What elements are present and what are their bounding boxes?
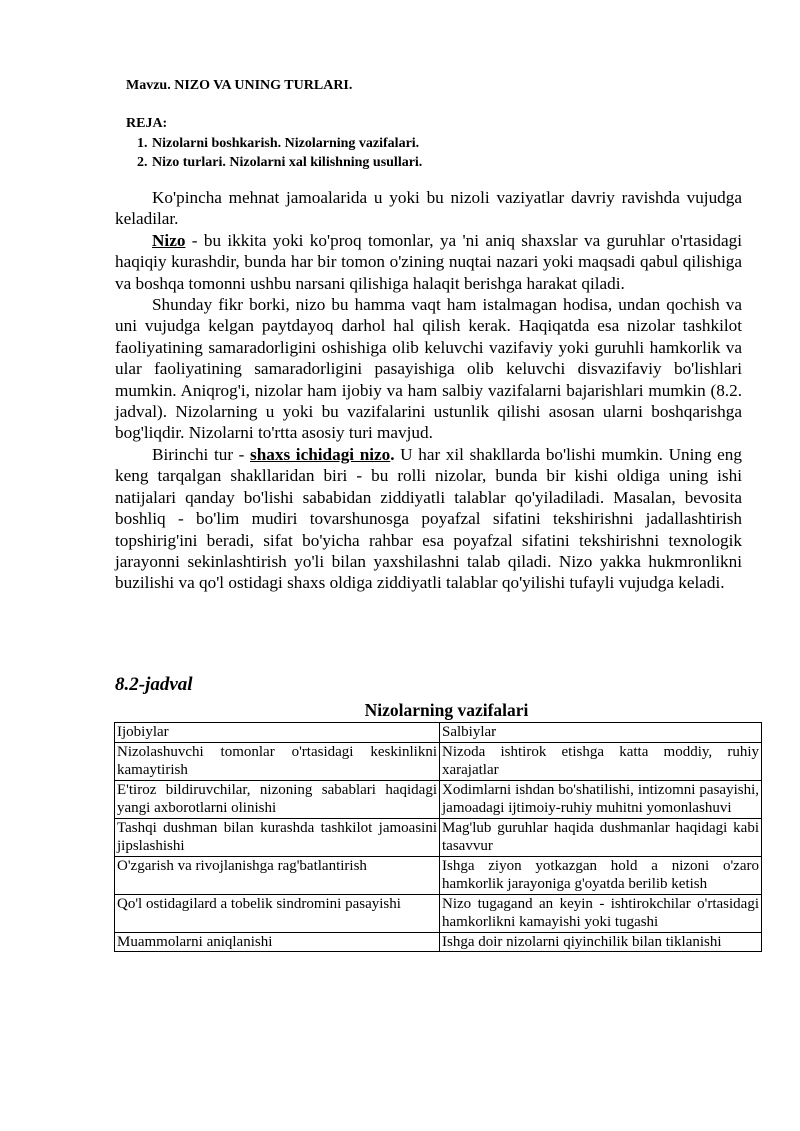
- table-row: [115, 932, 762, 952]
- plan-item-text: Nizo turlari. Nizolarni xal kilishning usullari.: [152, 155, 423, 170]
- table-cell: Ishga doir nizolarni qiyinchilik bilan tiklanishi: [440, 932, 762, 952]
- table-row: [115, 818, 762, 856]
- term-nizo: Nizo: [152, 230, 186, 250]
- plan-list: [137, 134, 422, 172]
- plan-item: [137, 153, 422, 172]
- table-cell: Nizoda ishtirok etishga katta moddiy, ruhiy xarajatlar: [440, 742, 762, 780]
- table-cell: Nizolashuvchi tomonlar o'rtasidagi keskinlikni kamaytirish: [115, 742, 440, 780]
- body-text: [115, 187, 742, 594]
- paragraph-text: - bu ikkita yoki ko'proq tomonlar, ya 'ni aniq shaxslar va guruhlar o'rtasidagi haqiqiy kurashdir, bunda har bir tomon o'zining nuqtai nazari yoki maqsadi qabul qilishiga va boshqa tomonni ushbu narsani qilishiga halaqit berishga harakat qiladi.: [115, 230, 742, 293]
- plan-item-text: Nizolarni boshkarish. Nizolarning vazifalari.: [152, 136, 420, 151]
- plan-heading: REJA:: [126, 116, 168, 131]
- table-row: [115, 780, 762, 818]
- plan-item-number: 1.: [137, 136, 148, 151]
- header-cell-negative: Salbiylar: [440, 723, 762, 743]
- paragraph: [115, 444, 742, 594]
- table-caption: 8.2-jadval: [115, 674, 193, 695]
- topic-heading: Mavzu. NIZO VA UNING TURLARI.: [126, 78, 353, 93]
- paragraph: Shunday fikr borki, nizo bu hamma vaqt ham istalmagan hodisa, undan qochish va uni vujudga kelgan paytdayoq darhol hal qilish kerak. Haqiqatda esa nizolar tashkilot faoliyatining samaradorligini oshishiga olib keluvchi vazifaviy yoki guruhli hamkorlik va ular faoliyatining samaradorligini pasayishiga olib keluvchi disvazifaviy bo'lishlari mumkin. Aniqrog'i, nizolar ham ijobiy va ham salbiy vazifalarni bajarishlari mumkin (8.2. jadval). Nizolarning u yoki bu vazifalarini ustunlik qilishi asosan ularni boshqarishga bog'liqdir. Nizolarni to'rtta asosiy turi mavjud.: [115, 295, 742, 443]
- header-cell-positive: Ijobiylar: [115, 723, 440, 743]
- table-cell: Xodimlarni ishdan bo'shatilishi, intizomni pasayishi, jamoadagi ijtimoiy-ruhiy muhitni yomonlashuvi: [440, 780, 762, 818]
- functions-table: [114, 722, 762, 952]
- table-cell: Tashqi dushman bilan kurashda tashkilot jamoasini jipslashishi: [115, 818, 440, 856]
- term-shaxs-ichidagi-nizo: shaxs ichidagi nizo: [250, 444, 391, 464]
- table-header-row: [115, 723, 762, 743]
- paragraph: Ko'pincha mehnat jamoalarida u yoki bu nizoli vaziyatlar davriy ravishda vujudga keladilar.: [115, 188, 742, 229]
- table-cell: O'zgarish va rivojlanishga rag'batlantirish: [115, 856, 440, 894]
- table-title: Nizolarning vazifalari: [364, 700, 529, 720]
- paragraph-lead: Birinchi tur -: [152, 444, 251, 464]
- table-row: [115, 742, 762, 780]
- table-cell: Muammolarni aniqlanishi: [115, 932, 440, 952]
- paragraph-text: U har xil shakllarda bo'lishi mumkin. Uning eng keng tarqalgan shakllaridan biri - bu rolli nizolar, bunda bir kishi oldiga uning ishi natijalari qanday bo'lishi sababidan ziddiyatli talablar qo'yiladiladi. Masalan, bevosita boshliq - bo'lim mudiri tovarshunosga poyafzal sifatini tekshirishni jadallashtirish topshirig'ini beradi, sifat bo'yicha rahbar esa poyafzal sifatini tekshirishni texnologik jarayonni sekinlashtirish yo'li bilan yaxshilashni talab qiladi. Nizo yakka hukmronlikni buzilishi va qo'l ostidagi shaxs oldiga ziddiyatli talablar qo'yilishi tufayli vujudga keladi.: [115, 444, 742, 593]
- plan-item: [137, 134, 422, 153]
- paragraph: [115, 230, 742, 294]
- table-row: [115, 894, 762, 932]
- table-cell: Mag'lub guruhlar haqida dushmanlar haqidagi kabi tasavvur: [440, 818, 762, 856]
- table-cell: Qo'l ostidagilard a tobelik sindromini pasayishi: [115, 894, 440, 932]
- term-dot: .: [390, 444, 395, 464]
- table-cell: E'tiroz bildiruvchilar, nizoning sabablari haqidagi yangi axborotlarni olinishi: [115, 780, 440, 818]
- table-row: [115, 856, 762, 894]
- plan-item-number: 2.: [137, 155, 148, 170]
- table-cell: Nizo tugagand an keyin - ishtirokchilar o'rtasidagi hamkorlikni kamayishi yoki tugashi: [440, 894, 762, 932]
- table-cell: Ishga ziyon yotkazgan hold a nizoni o'zaro hamkorlik jarayoniga g'oyatda berilib ketish: [440, 856, 762, 894]
